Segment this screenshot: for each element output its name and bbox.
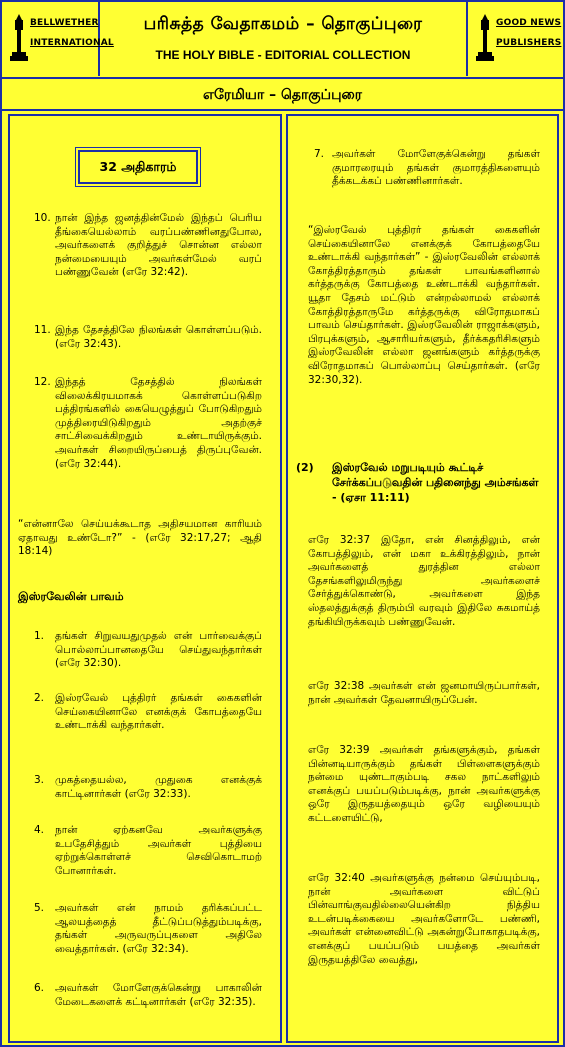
item-number: 3. [34, 774, 45, 786]
divider [2, 77, 563, 79]
header [2, 2, 563, 78]
good-news-logo [466, 2, 563, 76]
item-number: 5. [34, 902, 45, 914]
item-number: 4. [34, 824, 45, 836]
title-tamil: பரிசுத்த வேதாகமம் – தொகுப்புரை [143, 14, 423, 34]
logo-line-2: INTERNATIONAL [30, 38, 114, 48]
section-heading: இஸ்ரவேலின் பாவம் [18, 590, 124, 603]
sin-item-2: இஸ்ரவேல் புத்திரர் தங்கள் கைகளின் செய்கையினாலே எனக்குக் கோபத்தையே உண்டாக்கி வந்தார்கள். [55, 692, 262, 732]
quote: “என்னாலே செய்யக்கூடாத அதிசயமான காரியம் ஏதாவது உண்டோ?” - (எரே 32:17,27; ஆதி 18:14) [18, 518, 262, 558]
left-column [8, 114, 282, 1043]
verse-number: 12. [34, 376, 51, 388]
sin-item-5: அவர்கள் என் நாமம் தரிக்கப்பட்ட ஆலயத்தைத் தீட்டுப்படுத்தும்படிக்கு, தங்கள் அருவருப்புகளை அதிலே வைத்தார்கள். (எரே 32:34). [55, 902, 262, 955]
book-title: எரேமியா – தொகுப்புரை [203, 87, 362, 103]
chapter-label: 32 அதிகாரம் [78, 150, 198, 184]
verse-11: இந்த தேசத்திலே நிலங்கள் கொள்ளப்படும். (எரே 32:43). [55, 324, 262, 350]
title-block [100, 2, 466, 76]
verse-number: 10. [34, 212, 51, 224]
title-english: THE HOLY BIBLE - EDITORIAL COLLECTION [155, 48, 411, 62]
verse-10: நான் இந்த ஜனத்தின்மேல் இந்தப் பெரிய தீங்கையெல்லாம் வரப்பண்ணினதுபோல, அவர்களைக் குறித்துச் சொன்ன எல்லா நன்மையையும் அவர்கள்மேல் வரப் பண்ணுவேன் (எரே 32:42). [55, 212, 262, 279]
lamp-icon [10, 12, 28, 64]
logo-line-1: BELLWETHER [30, 18, 99, 28]
bellwether-logo [2, 2, 114, 76]
item-number: 7. [314, 148, 325, 160]
section-number: (2) [296, 461, 314, 474]
verse-32-40: எரே 32:40 அவர்களுக்கு நன்மை செய்யும்படி, நான் அவர்களை விட்டுப் பின்வாங்குவதில்லையென்கிற நித்திய உடன்படிக்கையை அவர்களோடே பண்ணி, அவர்கள் என்னைவிட்டு அகன்றுபோகாதபடிக்கு, எனக்குப் பயப்படும் பயத்தை அவர்கள் இருதயத்திலே வைத்து, [308, 872, 540, 966]
sin-item-6: அவர்கள் மோளேகுக்கென்று பாகாலின் மேடைகளைக் கட்டினார்கள் (எரே 32:35). [55, 982, 262, 1008]
verse-12: இந்தத் தேசத்தில் நிலங்கள் விலைக்கிரயமாகக் கொள்ளப்படுகிற பத்திரங்களில் கையெழுத்துப் போடுகிறதும் முத்திரையிடுகிறதும் அதற்குச் சாட்சிவைக்கிறதும் உண்டாயிருக்கும். அவர்கள் சிறையிருப்பைத் திருப்புவேன். (எரே 32:44). [55, 376, 262, 470]
right-column [286, 114, 559, 1043]
sin-item-4: நான் ஏற்கனவே அவர்களுக்கு உபதேசித்தும் அவர்கள் புத்தியை ஏற்றுக்கொள்ளச் செவிகொடாமற் போனார்கள். [55, 824, 262, 877]
verse-32-38: எரே 32:38 அவர்கள் என் ஜனமாயிருப்பார்கள், நான் அவர்கள் தேவனாயிருப்பேன். [308, 680, 540, 706]
sin-item-7: அவர்கள் மோளேகுக்கென்று தங்கள் குமாரரையும் தங்கள் குமாரத்திகளையும் தீக்கடக்கப் பண்ணினார்கள். [332, 148, 540, 188]
verse-number: 11. [34, 324, 51, 336]
sin-item-3: முகத்தையல்ல, முதுகை எனக்குக் காட்டினார்கள் (எரே 32:33). [55, 774, 262, 800]
section-heading: இஸ்ரவேல் மறுபடியும் கூட்டிச் சேர்க்கப்படுவதின் பதினைந்து அம்சங்கள் - (ஏசா 11:11) [332, 461, 539, 504]
logo-line-1: GOOD NEWS [496, 18, 562, 28]
item-number: 1. [34, 630, 45, 642]
lamp-icon [476, 12, 494, 64]
verse-32-39: எரே 32:39 அவர்கள் தங்களுக்கும், தங்கள் பின்னடியாருக்கும் தங்கள் பிள்ளைகளுக்கும் நன்மை யுண்டாகும்படி சகல நாட்களிலும் எனக்குப் பயப்படும்படிக்கு, நான் அவர்களுக்கு ஒரே இருதயத்தையும் ஒரே வழியையும் கட்டளையிட்டு, [308, 744, 540, 824]
item-number: 6. [34, 982, 45, 994]
sin-item-1: தங்கள் சிறுவயதுமுதல் என் பார்வைக்குப் பொல்லாப்பானதையே செய்துவந்தார்கள் (எரே 32:30). [55, 630, 262, 670]
verse-32-37: எரே 32:37 இதோ, என் சினத்திலும், என் கோபத்திலும், என் மகா உக்கிரத்திலும், நான் அவர்களைத் துரத்தின எல்லா தேசங்களிலுமிருந்து அவர்களைச் சேர்த்துக்கொண்டு, அவர்களை இந்த ஸ்தலத்துக்குத் திரும்பி வரவும் இதிலே சுகமாய்த் தங்கியிருக்கவும் பண்ணுவேன். [308, 534, 540, 628]
commentary-paragraph: “இஸ்ரவேல் புத்திரர் தங்கள் கைகளின் செய்கையினாலே எனக்குக் கோபத்தையே உண்டாக்கி வந்தார்கள்” - இஸ்ரவேலின் எல்லாக் கோத்திரத்தாரும் தங்கள் பாவங்களினால் கர்த்தருக்கு கோபத்தை உண்டாக்கி வந்தார்கள். யூதா தேசம் மட்டும் என்றல்லாமல் எல்லாக் கோத்திரத்தாருமே கர்த்தருக்கு விரோதமாகப் பாவம் செய்தார்கள். இஸ்ரவேலின் ராஜாக்களும், பிரபுக்களும், ஆசாரியர்களும், தீர்க்கதரிசிகளும் இஸ்ரவேலின் எல்லா ஜனங்களும் கர்த்தருக்கு விரோதமாகப் பொல்லாப்பு செய்தார்கள். (எரே 32:30,32). [308, 224, 540, 386]
logo-line-2: PUBLISHERS [496, 38, 562, 48]
divider [2, 109, 563, 111]
item-number: 2. [34, 692, 45, 704]
